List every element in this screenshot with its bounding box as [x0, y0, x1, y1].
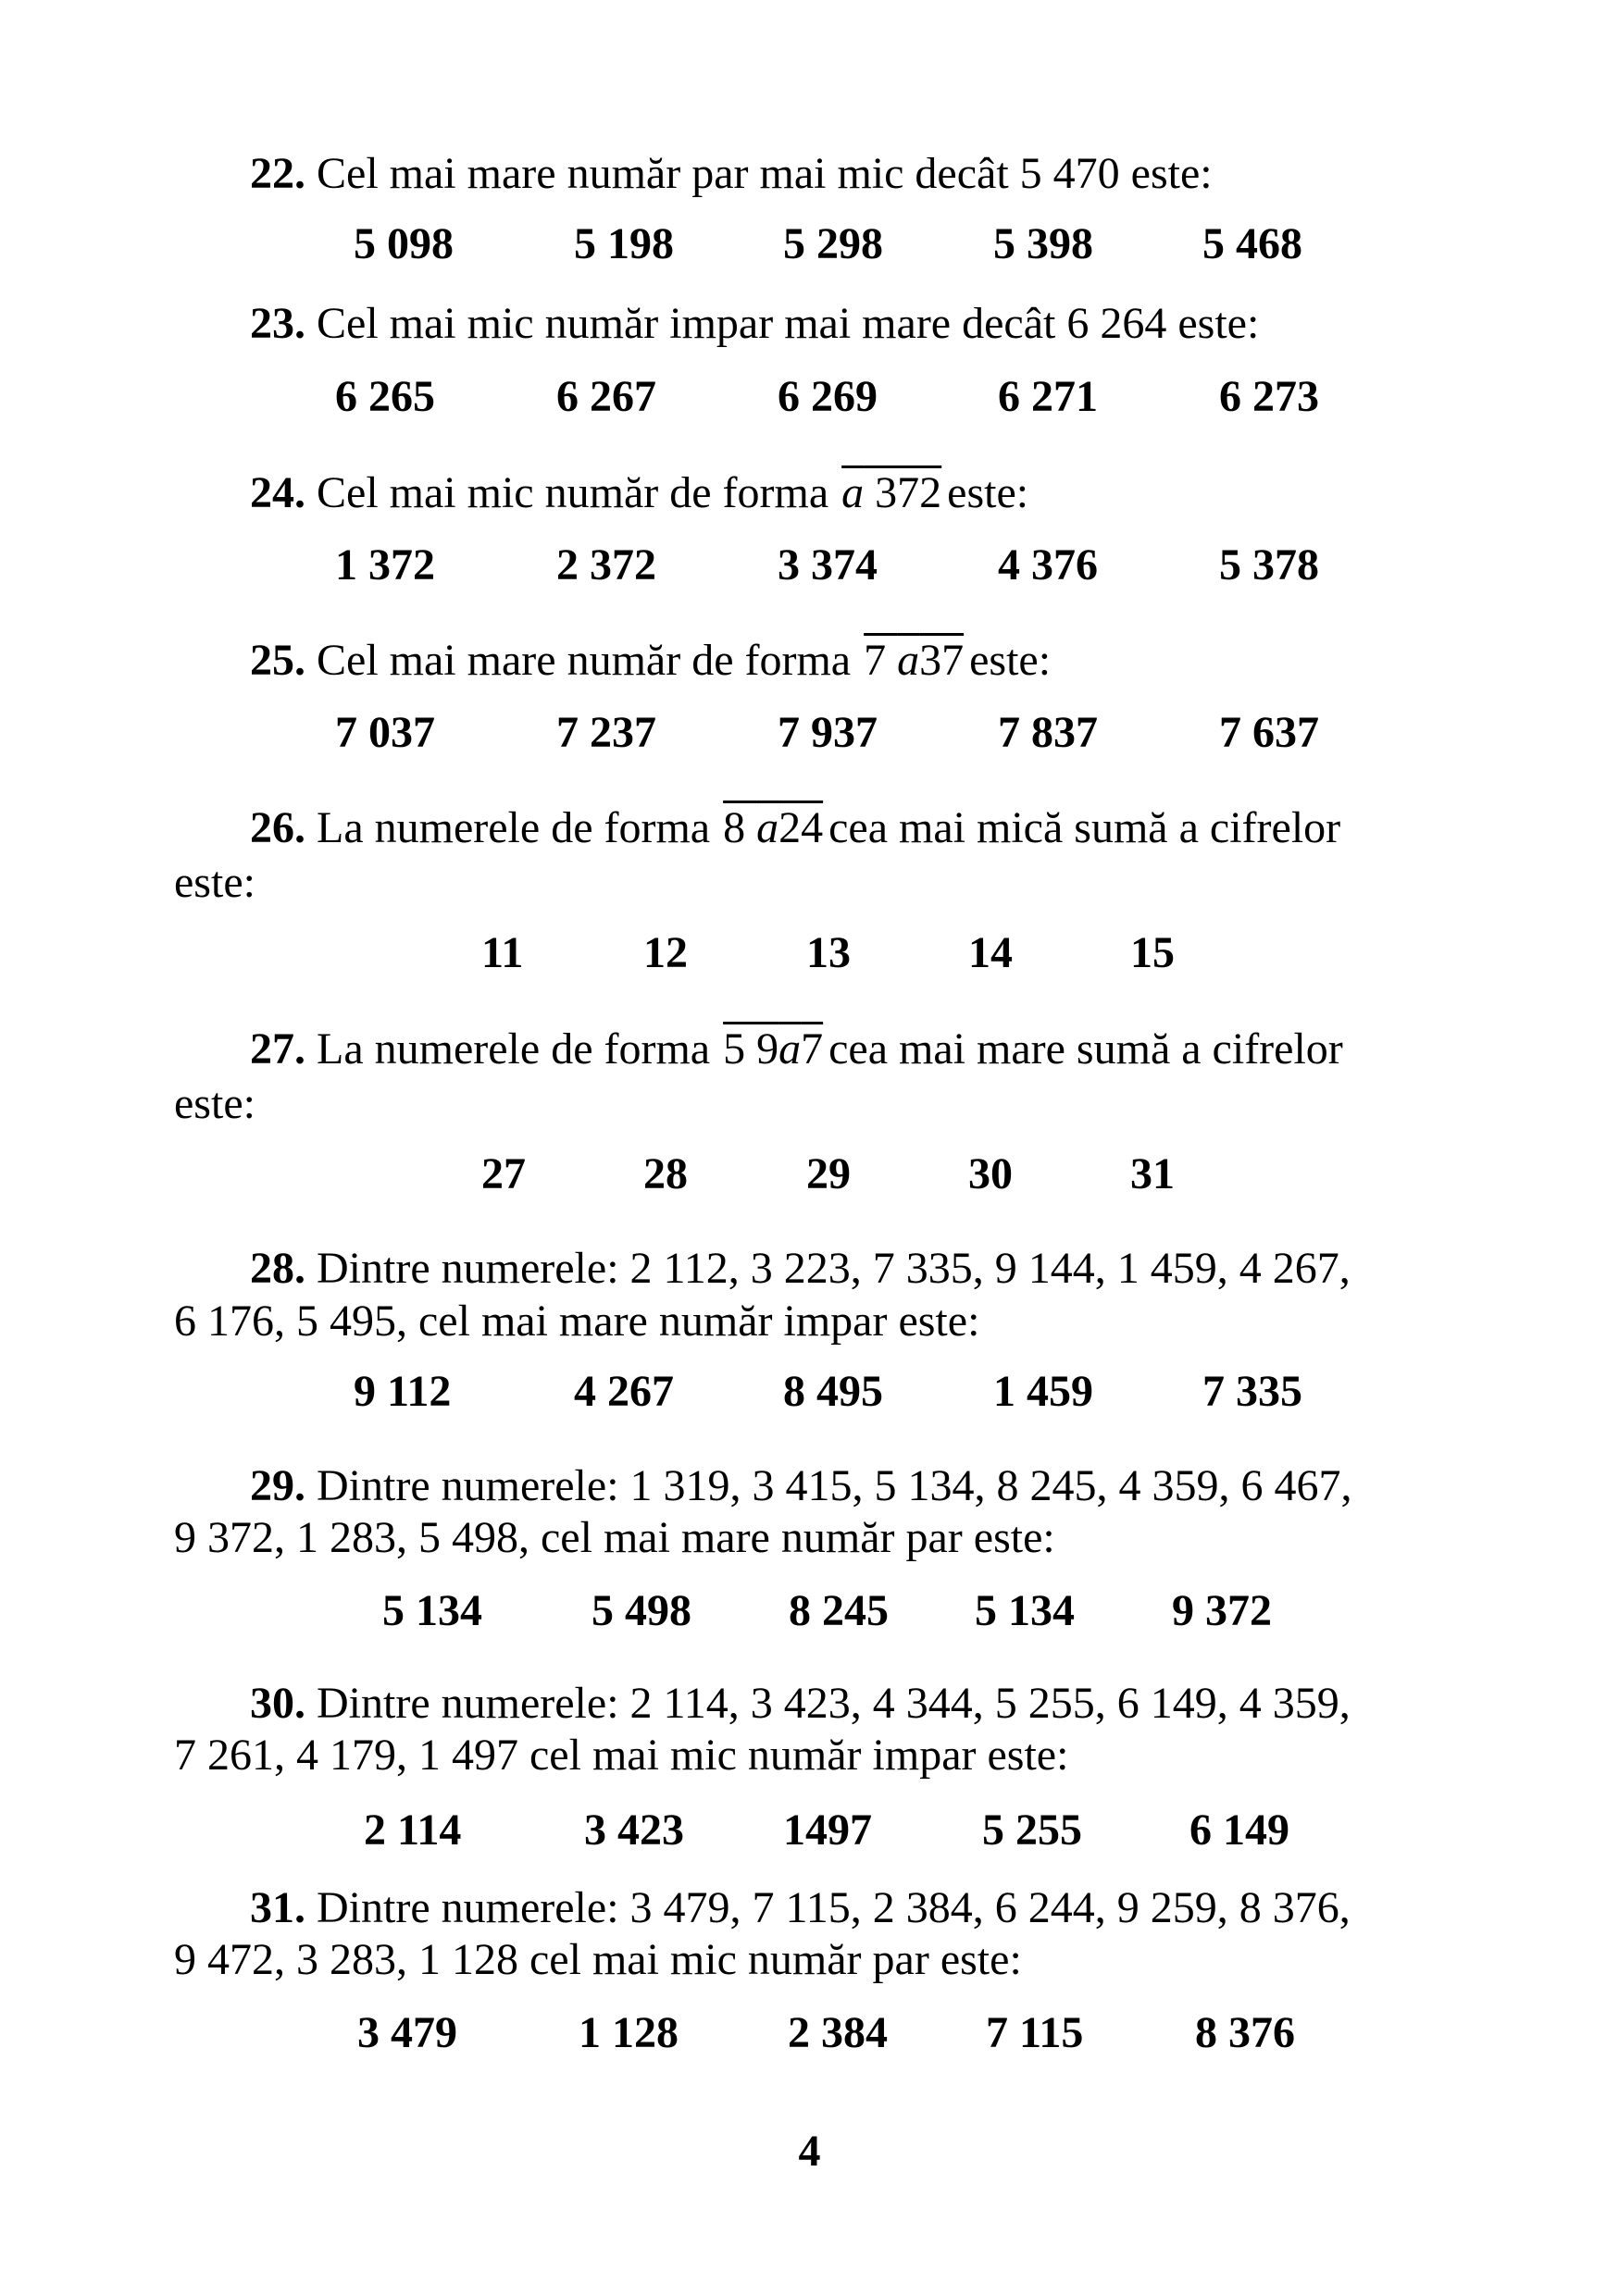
answer-option: 1 372	[335, 540, 435, 590]
question-continuation: 9 472, 3 283, 1 128 cel mai mic număr par este:	[174, 1935, 1022, 1984]
answer-option: 8 376	[1195, 2008, 1295, 2057]
answer-option: 2 372	[556, 540, 656, 590]
answer-option: 2 114	[364, 1806, 462, 1855]
question-number: 24.	[250, 468, 305, 517]
question-line	[250, 148, 1213, 200]
answer-option: 7 637	[1219, 708, 1319, 757]
form-variable: a	[841, 468, 865, 517]
question-line	[250, 1678, 1351, 1730]
answer-option: 7 937	[778, 708, 878, 757]
overline-number-form	[841, 468, 941, 517]
question-continuation: 6 176, 5 495, cel mai mare număr impar este:	[174, 1297, 980, 1346]
answer-option: 5 378	[1219, 540, 1319, 590]
answer-option: 5 298	[783, 219, 883, 268]
question-number: 31.	[250, 1883, 305, 1932]
question-line	[250, 1460, 1352, 1512]
question-line	[250, 467, 1028, 519]
overline-number-form	[723, 1024, 823, 1074]
form-variable: a	[897, 636, 920, 685]
question-text-after: este:	[969, 636, 1052, 685]
question-line	[250, 1882, 1351, 1934]
question-line	[250, 802, 1340, 854]
answer-option: 3 374	[778, 540, 878, 590]
answer-option: 15	[1130, 928, 1175, 977]
answer-option: 7 115	[986, 2008, 1084, 2057]
answer-option: 29	[806, 1149, 851, 1198]
answer-option: 6 265	[335, 372, 435, 421]
question-text: Dintre numerele: 2 112, 3 223, 7 335, 9 144, 1 459, 4 267,	[317, 1244, 1351, 1293]
answer-option: 5 134	[975, 1586, 1075, 1635]
question-text: Cel mai mic număr impar mai mare decât 6 264 este:	[317, 299, 1260, 348]
answer-option: 3 479	[357, 2008, 457, 2057]
form-suffix: 24	[778, 803, 824, 852]
answer-option: 12	[643, 928, 688, 977]
answer-option: 5 098	[354, 219, 454, 268]
answer-option: 30	[968, 1149, 1013, 1198]
question-text: Cel mai mare număr de forma	[317, 636, 852, 685]
answer-option: 6 267	[556, 372, 656, 421]
answer-option: 11	[481, 928, 524, 977]
answer-option: 5 498	[592, 1586, 691, 1635]
question-text: Cel mai mare număr par mai mic decât 5 470 este:	[317, 149, 1213, 198]
question-continuation: este:	[174, 1079, 255, 1128]
answer-option: 14	[968, 928, 1013, 977]
question-text-after: cea mai mică sumă a cifrelor	[828, 803, 1341, 852]
form-prefix: 5 9	[723, 1024, 779, 1074]
answer-option: 5 468	[1202, 219, 1302, 268]
answer-option: 2 384	[788, 2008, 888, 2057]
answer-option: 3 423	[584, 1806, 684, 1855]
answer-option: 6 273	[1219, 372, 1319, 421]
question-number: 25.	[250, 636, 305, 685]
answer-option: 27	[481, 1149, 526, 1198]
question-number: 30.	[250, 1679, 305, 1728]
answer-option: 7 335	[1202, 1367, 1302, 1416]
form-prefix: 8	[723, 803, 757, 852]
answer-option: 5 134	[382, 1586, 482, 1635]
question-text: Dintre numerele: 3 479, 7 115, 2 384, 6 244, 9 259, 8 376,	[317, 1883, 1351, 1932]
question-number: 28.	[250, 1244, 305, 1293]
answer-option: 7 237	[556, 708, 656, 757]
question-continuation: este:	[174, 858, 255, 907]
question-text: Dintre numerele: 2 114, 3 423, 4 344, 5 255, 6 149, 4 359,	[317, 1679, 1351, 1728]
form-suffix: 7	[801, 1024, 824, 1074]
form-variable: a	[778, 1024, 802, 1074]
answer-option: 7 037	[335, 708, 435, 757]
question-text: La numerele de forma	[317, 1024, 711, 1074]
question-number: 27.	[250, 1024, 305, 1074]
answer-option: 9 112	[354, 1367, 452, 1416]
form-variable: a	[756, 803, 779, 852]
answer-option: 6 269	[778, 372, 878, 421]
question-text: La numerele de forma	[317, 803, 711, 852]
form-suffix: 372	[864, 468, 942, 517]
question-text: Cel mai mic număr de forma	[317, 468, 829, 517]
overline-number-form	[723, 803, 823, 852]
form-prefix: 7	[864, 636, 898, 685]
question-continuation: 9 372, 1 283, 5 498, cel mai mare număr par este:	[174, 1513, 1055, 1562]
question-line	[250, 1024, 1343, 1075]
answer-option: 9 372	[1172, 1586, 1272, 1635]
answer-option: 4 267	[574, 1367, 674, 1416]
question-number: 26.	[250, 803, 305, 852]
answer-option: 8 245	[789, 1586, 889, 1635]
answer-option: 8 495	[783, 1367, 883, 1416]
answer-option: 5 198	[574, 219, 674, 268]
question-text-after: cea mai mare sumă a cifrelor	[828, 1024, 1343, 1074]
question-text-after: este:	[947, 468, 1029, 517]
answer-option: 13	[806, 928, 851, 977]
overline-number-form	[864, 636, 964, 685]
question-continuation: 7 261, 4 179, 1 497 cel mai mic număr impar este:	[174, 1731, 1069, 1780]
answer-option: 1 459	[993, 1367, 1093, 1416]
question-line	[250, 1243, 1351, 1295]
page-number: 4	[798, 2127, 821, 2176]
form-suffix: 37	[919, 636, 965, 685]
question-text: Dintre numerele: 1 319, 3 415, 5 134, 8 245, 4 359, 6 467,	[317, 1461, 1352, 1510]
answer-option: 5 398	[993, 219, 1093, 268]
answer-option: 5 255	[982, 1806, 1082, 1855]
question-number: 22.	[250, 149, 305, 198]
question-number: 29.	[250, 1461, 305, 1510]
answer-option: 1 128	[579, 2008, 679, 2057]
question-number: 23.	[250, 299, 305, 348]
answer-option: 6 271	[998, 372, 1098, 421]
answer-option: 28	[643, 1149, 688, 1198]
answer-option: 1497	[783, 1806, 872, 1855]
answer-option: 31	[1130, 1149, 1175, 1198]
question-line	[250, 298, 1259, 350]
answer-option: 6 149	[1189, 1806, 1289, 1855]
answer-option: 7 837	[998, 708, 1098, 757]
question-line	[250, 635, 1051, 687]
answer-option: 4 376	[998, 540, 1098, 590]
